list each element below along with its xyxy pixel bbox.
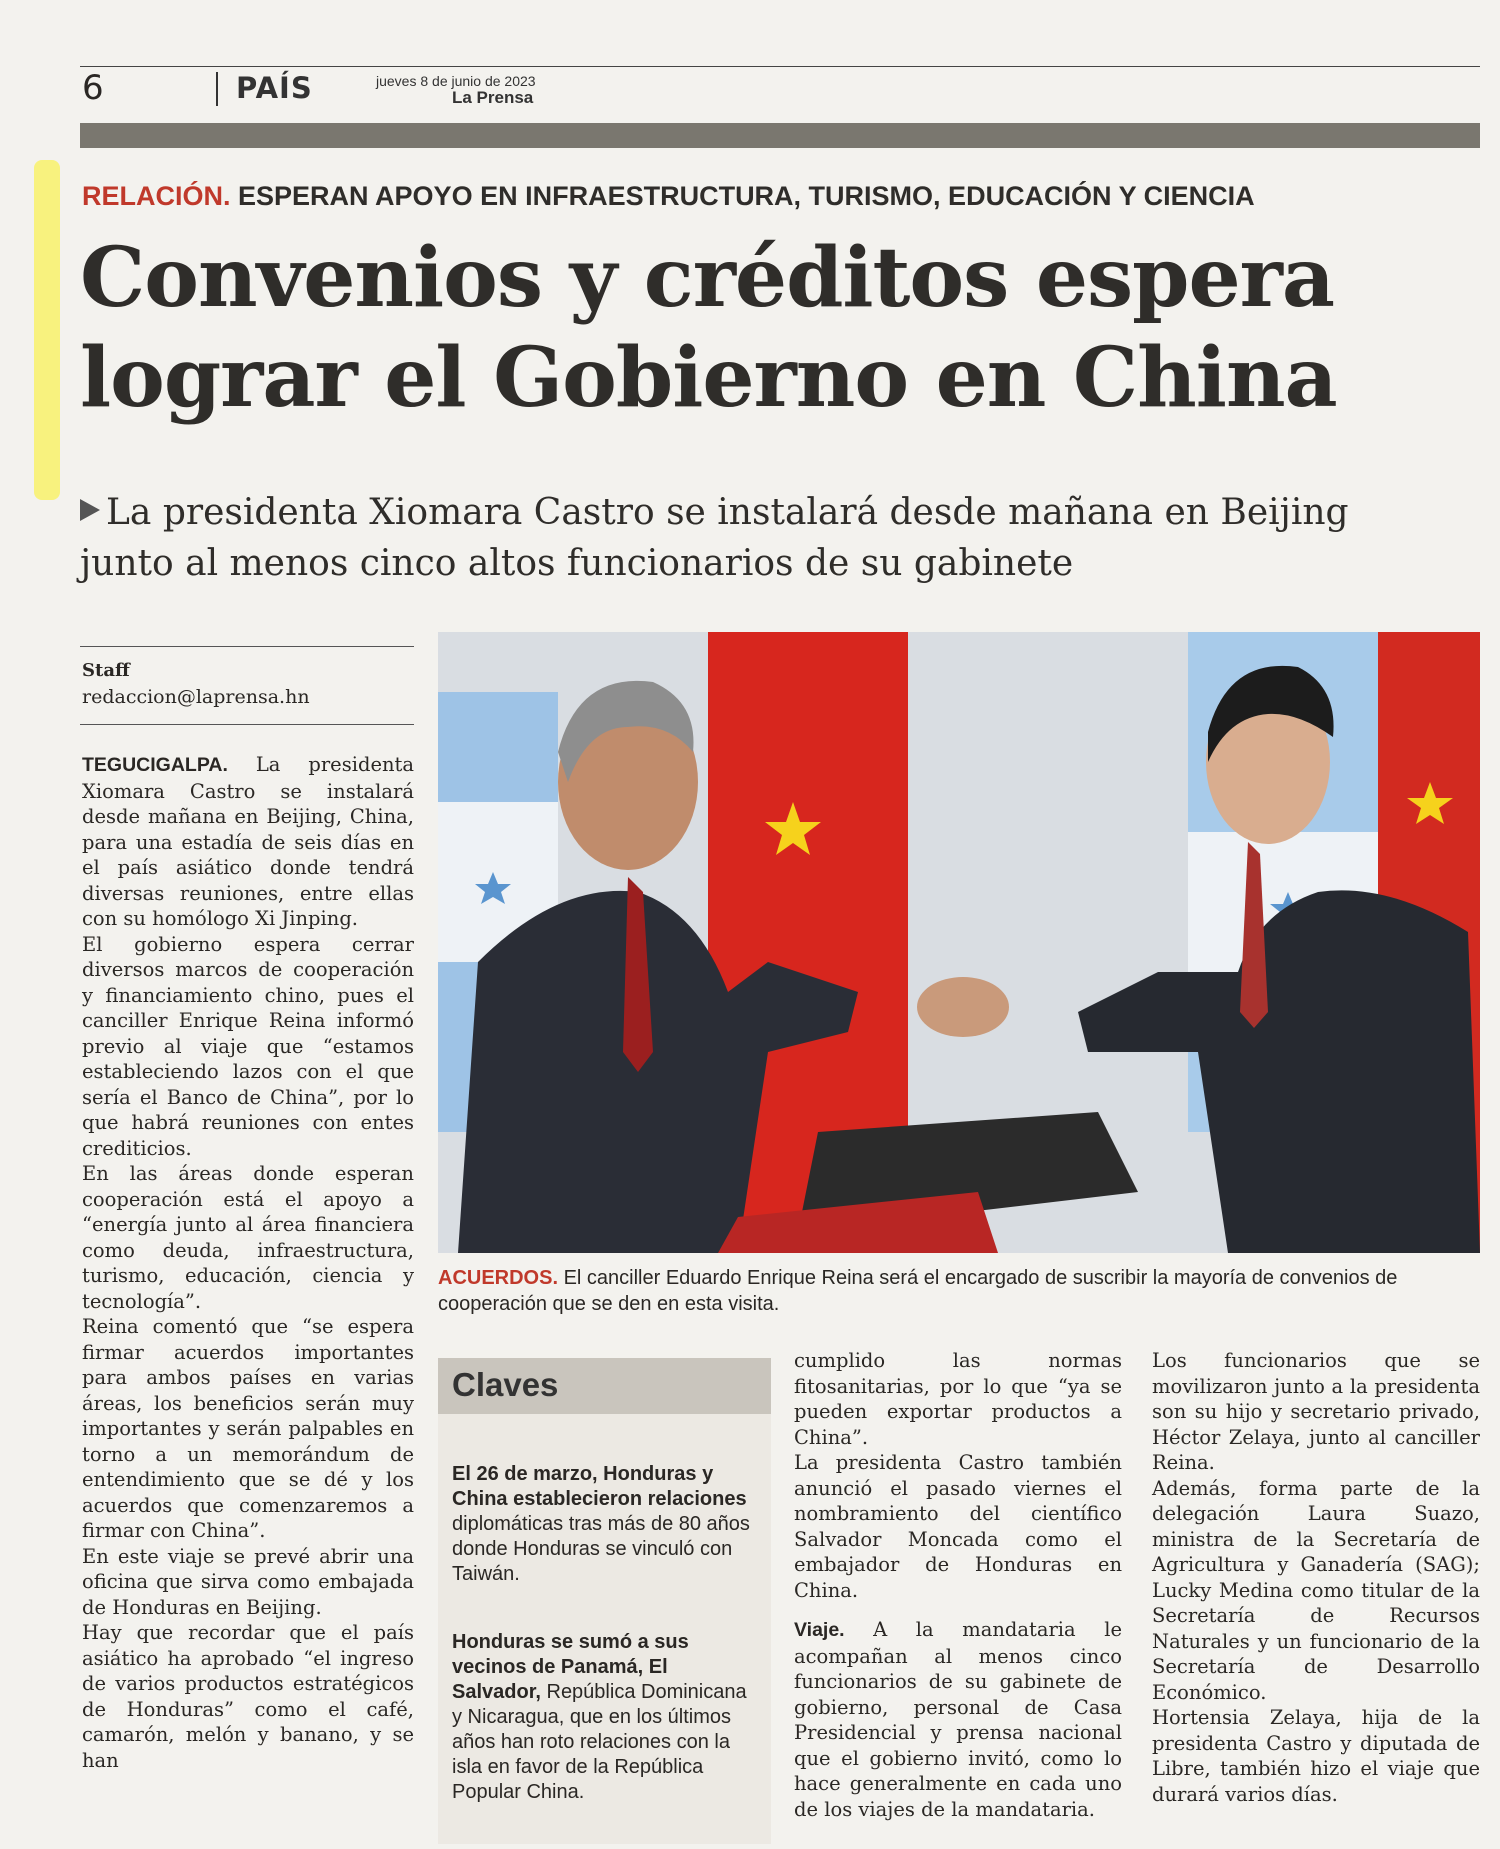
header-rule (80, 66, 1480, 67)
column-3 (794, 1348, 1122, 1822)
paragraph: cumplido las normas fitosanitarias, por lo que “ya se pueden exportar productos a China”. (794, 1349, 1122, 1449)
claves-item-2: Honduras se sumó a sus vecinos de Panamá, El Salvador, República Dominicana y Nicaragua, que en los últimos años han roto relaciones con la isla en favor de la República Popular China. (452, 1631, 747, 1803)
headline-line-1: Convenios y créditos espera (80, 230, 1335, 326)
subhead: Viaje. (794, 1619, 845, 1641)
byline-email: redaccion@laprensa.hn (82, 686, 310, 708)
page-number: 6 (82, 68, 104, 108)
paragraph: Los funcionarios que se movilizaron junto a la presidenta son su hijo y secretario privado, Héctor Zelaya, junto al canciller Reina. (1152, 1349, 1480, 1474)
top-bar (80, 123, 1480, 148)
deck-line-1: La presidenta Xiomara Castro se instalará desde mañana en Beijing (106, 492, 1349, 533)
photo-caption (438, 1265, 1480, 1317)
issue-date: jueves 8 de junio de 2023 (376, 73, 536, 89)
deck (80, 487, 1480, 589)
paragraph: La presidenta Castro también anunció el pasado viernes el nombramiento del científico Salvador Moncada como el embajador de Honduras en China. (794, 1451, 1122, 1602)
byline-name: Staff (82, 660, 130, 681)
claves-item-1: El 26 de marzo, Honduras y China establecieron relaciones diplomáticas tras más de 80 años donde Honduras se vinculó con Taiwán. (452, 1463, 750, 1585)
news-photo (438, 632, 1480, 1253)
triangle-bullet-icon (80, 499, 100, 521)
paragraph: Además, forma parte de la delegación Laura Suazo, ministra de la Secretaría de Agricultura y Ganadería (SAG); Lucky Medina como titular de la Secretaría de Recursos Naturales y un funcionario de la Secretaría de Desarrollo Económico. (1152, 1476, 1480, 1704)
claves-title: Claves (452, 1366, 559, 1403)
column-1 (82, 752, 414, 1773)
dateline: TEGUCIGALPA. (82, 754, 228, 776)
headline-line-2: lograr el Gobierno en China (80, 330, 1337, 426)
headline (80, 228, 1480, 428)
handshake-photo-illustration (438, 632, 1480, 1253)
byline-rule-bottom (80, 724, 414, 725)
caption-text: El canciller Eduardo Enrique Reina será el encargado de suscribir la mayoría de convenios de cooperación que se den en esta visita. (438, 1267, 1398, 1315)
claves-title-bar (438, 1358, 771, 1414)
byline-rule-top (80, 646, 414, 647)
kicker-label: RELACIÓN. (82, 181, 231, 211)
highlighter-mark (34, 160, 60, 500)
header-divider (216, 72, 218, 106)
kicker-text: ESPERAN APOYO EN INFRAESTRUCTURA, TURISMO, EDUCACIÓN Y CIENCIA (238, 181, 1255, 211)
paragraph: Reina comentó que “se espera firmar acuerdos importantes para ambos países en varias áreas, los beneficios serán muy importantes y serán palpables en torno a un memorándum de entendimiento que se dé y los acuerdos que comenzaremos a firmar con China”. (82, 1315, 414, 1542)
paragraph: El gobierno espera cerrar diversos marcos de cooperación y financiamiento chino, pues el canciller Enrique Reina informó previo al viaje que “estamos estableciendo lazos con el que sería el Banco de China”, por lo que habrá reuniones con entes crediticios. (82, 932, 414, 1160)
deck-line-2: junto al menos cinco altos funcionarios de su gabinete (80, 543, 1074, 584)
paragraph: Hortensia Zelaya, hija de la presidenta Castro y diputada de Libre, también hizo el viaje que durará varios días. (1152, 1706, 1480, 1806)
kicker (82, 181, 1255, 212)
column-4 (1152, 1348, 1480, 1807)
paragraph: En las áreas donde esperan cooperación está el apoyo a “energía junto al área financiera como deuda, infraestructura, turismo, educación, ciencia y tecnología”. (82, 1162, 414, 1313)
section-name: PAÍS (236, 71, 313, 105)
paragraph: En este viaje se prevé abrir una oficina que sirva como embajada de Honduras en Beijing. (82, 1544, 414, 1619)
paragraph: Hay que recordar que el país asiático ha aprobado “el ingreso de varios productos estratégicos de Honduras” como el café, camarón, melón y banano, y se han (82, 1621, 414, 1772)
newspaper-name: La Prensa (452, 88, 534, 107)
paragraph: Viaje. A la mandataria le acompañan al menos cinco funcionarios de su gabinete de gobierno, personal de Casa Presidencial y prensa nacional que el gobierno invitó, como lo hace generalmente en cada uno de los viajes de la mandataria. (794, 1618, 1122, 1821)
paragraph: TEGUCIGALPA. La presidenta Xiomara Castro se instalará desde mañana en Beijing, China, para una estadía de seis días en el país asiático donde tendrá diversas reuniones, entre ellas con su homólogo Xi Jinping. (82, 753, 414, 930)
caption-label: ACUERDOS. (438, 1267, 559, 1289)
